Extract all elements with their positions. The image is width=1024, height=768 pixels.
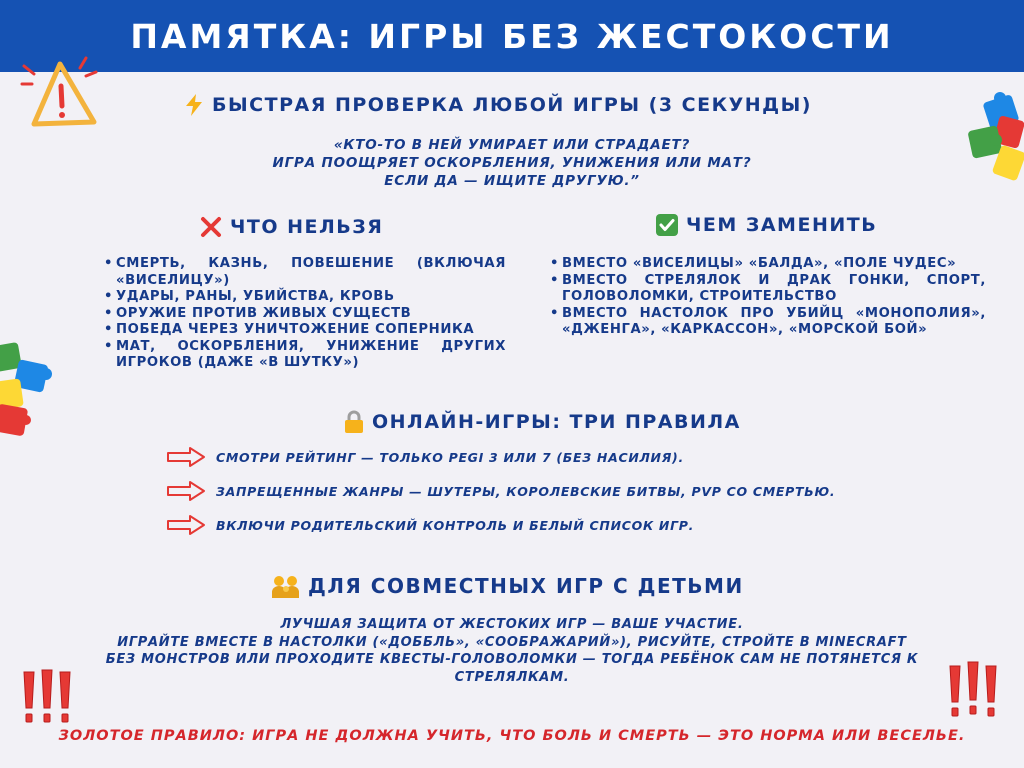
- arrow-right-icon: [166, 446, 206, 468]
- quick-check-quote: [200, 136, 824, 190]
- online-rule-item: [166, 440, 886, 474]
- header-banner: [0, 0, 1024, 72]
- list-item: • ВМЕСТО СТРЕЛЯЛОК И ДРАК ГОНКИ, СПОРТ, ГОЛОВОЛОМКИ, СТРОИТЕЛЬСТВО: [550, 273, 986, 306]
- online-rule-text: СМОТРИ РЕЙТИНГ — ТОЛЬКО PEGI 3 ИЛИ 7 (БЕЗ НАСИЛИЯ).: [216, 449, 684, 465]
- lock-icon: [344, 410, 364, 434]
- online-heading: [344, 410, 741, 434]
- replace-title: ЧЕМ ЗАМЕНИТЬ: [686, 214, 878, 236]
- together-line: ИГРАЙТЕ ВМЕСТЕ В НАСТОЛКИ («ДОББЛЬ», «СООБРАЖАРИЙ»), РИСУЙТЕ, СТРОЙТЕ В MINECRAFT: [117, 634, 907, 650]
- list-item: • ПОБЕДА ЧЕРЕЗ УНИЧТОЖЕНИЕ СОПЕРНИКА: [104, 322, 506, 339]
- list-item: • УДАРЫ, РАНЫ, УБИЙСТВА, КРОВЬ: [104, 289, 506, 306]
- arrow-right-icon: [166, 480, 206, 502]
- together-title: ДЛЯ СОВМЕСТНЫХ ИГР С ДЕТЬМИ: [308, 574, 744, 598]
- page-title: ПАМЯТКА: ИГРЫ БЕЗ ЖЕСТОКОСТИ: [130, 16, 894, 56]
- family-icon: [272, 574, 300, 598]
- arrow-right-icon: [166, 514, 206, 536]
- quick-check-title: БЫСТРАЯ ПРОВЕРКА ЛЮБОЙ ИГРЫ (3 СЕКУНДЫ): [212, 94, 812, 116]
- list-item: • МАТ, ОСКОРБЛЕНИЯ, УНИЖЕНИЕ ДРУГИХ ИГРОКОВ (ДАЖЕ «В ШУТКУ»): [104, 339, 506, 372]
- check-icon: [656, 214, 678, 236]
- lightning-icon: [184, 94, 204, 116]
- together-line: СТРЕЛЯЛКАМ.: [454, 669, 570, 685]
- replace-list: [550, 256, 986, 339]
- cross-icon: [200, 216, 222, 238]
- list-item: • ВМЕСТО «ВИСЕЛИЦЫ» «БАЛДА», «ПОЛЕ ЧУДЕС»: [550, 256, 986, 273]
- together-line: БЕЗ МОНСТРОВ ИЛИ ПРОХОДИТЕ КВЕСТЫ-ГОЛОВОЛОМКИ — ТОГДА РЕБЁНОК САМ НЕ ПОТЯНЕТСЯ К: [105, 652, 919, 667]
- online-title: ОНЛАЙН-ИГРЫ: ТРИ ПРАВИЛА: [372, 411, 741, 433]
- list-item: • СМЕРТЬ, КАЗНЬ, ПОВЕШЕНИЕ (ВКЛЮЧАЯ «ВИСЕЛИЦУ»): [104, 256, 506, 289]
- quote-line: ИГРА ПООЩРЯЕТ ОСКОРБЛЕНИЯ, УНИЖЕНИЯ ИЛИ МАТ?: [272, 155, 752, 171]
- puzzle-pieces-left-icon: [0, 340, 60, 440]
- golden-rule: ЗОЛОТОЕ ПРАВИЛО: ИГРА НЕ ДОЛЖНА УЧИТЬ, ЧТО БОЛЬ И СМЕРТЬ — ЭТО НОРМА ИЛИ ВЕСЕЛЬЕ.: [58, 728, 966, 744]
- online-rules: [166, 440, 886, 542]
- replace-heading: [656, 214, 877, 236]
- forbidden-heading: [200, 216, 383, 238]
- online-rule-text: ВКЛЮЧИ РОДИТЕЛЬСКИЙ КОНТРОЛЬ И БЕЛЫЙ СПИСОК ИГР.: [216, 517, 695, 533]
- together-heading: [272, 574, 744, 598]
- list-item: • ВМЕСТО НАСТОЛОК ПРО УБИЙЦ «МОНОПОЛИЯ», «ДЖЕНГА», «КАРКАССОН», «МОРСКОЙ БОЙ»: [550, 306, 986, 339]
- online-rule-item: [166, 508, 886, 542]
- quick-check-heading: [184, 94, 812, 116]
- puzzle-pieces-icon: [966, 90, 1024, 190]
- exclamation-marks-right-icon: [944, 660, 1004, 722]
- forbidden-title: ЧТО НЕЛЬЗЯ: [230, 216, 384, 238]
- online-rule-item: [166, 474, 886, 508]
- together-text: [96, 616, 928, 686]
- online-rule-text: ЗАПРЕЩЕННЫЕ ЖАНРЫ — ШУТЕРЫ, КОРОЛЕВСКИЕ БИТВЫ, PVP СО СМЕРТЬЮ.: [216, 483, 836, 499]
- together-line: ЛУЧШАЯ ЗАЩИТА ОТ ЖЕСТОКИХ ИГР — ВАШЕ УЧАСТИЕ.: [280, 617, 744, 632]
- warning-sign-icon: [20, 54, 102, 128]
- quote-line: ЕСЛИ ДА — ИЩИТЕ ДРУГУЮ.”: [384, 173, 640, 189]
- quote-line: «КТО-ТО В НЕЙ УМИРАЕТ ИЛИ СТРАДАЕТ?: [333, 137, 691, 153]
- list-item: • ОРУЖИЕ ПРОТИВ ЖИВЫХ СУЩЕСТВ: [104, 306, 506, 323]
- exclamation-marks-icon: [18, 668, 78, 728]
- forbidden-list: [104, 256, 506, 372]
